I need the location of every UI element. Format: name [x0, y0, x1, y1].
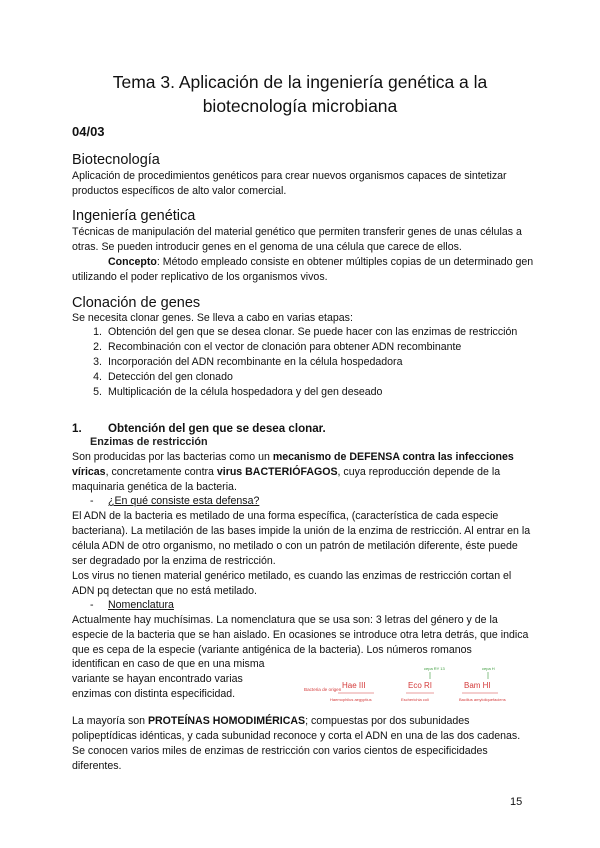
heading-clonacion: Clonación de genes [72, 295, 201, 311]
heading-biotecnologia: Biotecnología [72, 152, 160, 168]
svg-text:cepa RY 13: cepa RY 13 [424, 666, 445, 671]
list-item: 5. Multiplicación de la célula hospedadora y del gen deseado [93, 386, 383, 398]
paragraph-concepto [72, 255, 534, 285]
list-item: 1. Obtención del gen que se desea clonar. Se puede hacer con las enzimas de restricción [93, 326, 518, 338]
svg-text:cepa H: cepa H [482, 666, 495, 671]
svg-text:Escherichia coli: Escherichia coli [401, 697, 429, 702]
subheading-enzimas: Enzimas de restricción [90, 436, 208, 448]
figure-left-label: Bacteria de origen [304, 687, 342, 692]
svg-text:Hae III: Hae III [342, 681, 366, 690]
bullet-defensa: - ¿En qué consiste esta defensa? [90, 495, 260, 507]
figure-enzyme-3 [459, 666, 506, 702]
enzyme-nomenclature-figure [302, 664, 534, 708]
list-item: 4. Detección del gen clonado [93, 371, 233, 383]
svg-text:Haemophilus aegyptius: Haemophilus aegyptius [330, 697, 372, 702]
heading-ingenieria: Ingeniería genética [72, 208, 196, 224]
paragraph-enzimas: Son producidas por las bacterias como un mecanismo de DEFENSA contra las infecciones víricas, concretamente contra virus BACTERIÓFAGOS, cuya reproducción depende de la maquinaria genética de la bacteria. [72, 451, 514, 493]
paragraph-clonacion-intro: Se necesita clonar genes. Se lleva a cabo en varias etapas: [72, 312, 353, 324]
page-number: 15 [510, 796, 523, 808]
paragraph-biotecnologia: Aplicación de procedimientos genéticos para crear nuevos organismos capaces de sintetizar productos específicos de alto valor comercial. [72, 170, 507, 197]
paragraph-nomenclatura-cont: identifican en caso de que en una misma variante se hayan encontrado varias enzimas con distinta especificidad. [72, 658, 265, 700]
bullet-nomenclatura: - Nomenclatura [90, 599, 174, 611]
list-item: 2. Recombinación con el vector de clonación para obtener ADN recombinante [93, 341, 462, 353]
date-label: 04/03 [72, 124, 105, 139]
concepto-text: : Método empleado consiste en obtener múltiples copias de un determinado gen utilizando el poder replicativo de los organismos vivos. [72, 256, 534, 283]
list-item: 3. Incorporación del ADN recombinante en la célula hospedadora [93, 356, 403, 368]
svg-text:Eco RI: Eco RI [408, 681, 433, 690]
concepto-label: Concepto [108, 256, 157, 268]
paragraph-nomenclatura: Actualmente hay muchísimas. La nomenclatura que se usa son: 3 letras del género y de la especie de la bacteria que se han aislado. En ocasiones se introduce otra letra detrás, que indica que es cepa de la especie (variante antigénica de la bacteria). Los números romanos [72, 614, 529, 656]
paragraph-defensa: El ADN de la bacteria es metilado de una forma específica, (característica de cada especie bacteriana). La metilación de las bases impide la unión de la enzima de restricción. Al entrar en la célula ADN de otro organismo, no metilado o con un patrón de metilación diferente, éste puede ser degradado por la enzima de restricción. [72, 510, 531, 567]
section-heading-obtencion: 1. Obtención del gen que se desea clonar. [72, 422, 326, 435]
paragraph-ingenieria: Técnicas de manipulación del material genético que permiten transferir genes de unas células a otras. Se pueden introducir genes en el genoma de una célula que carece de ellos. [72, 226, 522, 253]
svg-text:Bacillus amyloliquefaciens: Bacillus amyloliquefaciens [459, 697, 506, 702]
page-title: Tema 3. Aplicación de la ingeniería genética a la biotecnología microbiana [112, 72, 488, 116]
figure-enzyme-2 [401, 666, 446, 702]
paragraph-virus: Los virus no tienen material genérico metilado, es cuando las enzimas de restricción cortan el ADN pq detectan que no está metilado. [72, 570, 512, 597]
steps-list [72, 325, 534, 400]
svg-text:Bam HI: Bam HI [464, 681, 491, 690]
paragraph-homodimericas: La mayoría son PROTEÍNAS HOMODIMÉRICAS; compuestas por dos subunidades polipeptídicas idénticas, y cada subunidad reconoce y corta el ADN en una de las dos cadenas. Se conocen varios miles de enzimas de restricción con varios cientos de especificidades diferentes. [72, 715, 521, 772]
